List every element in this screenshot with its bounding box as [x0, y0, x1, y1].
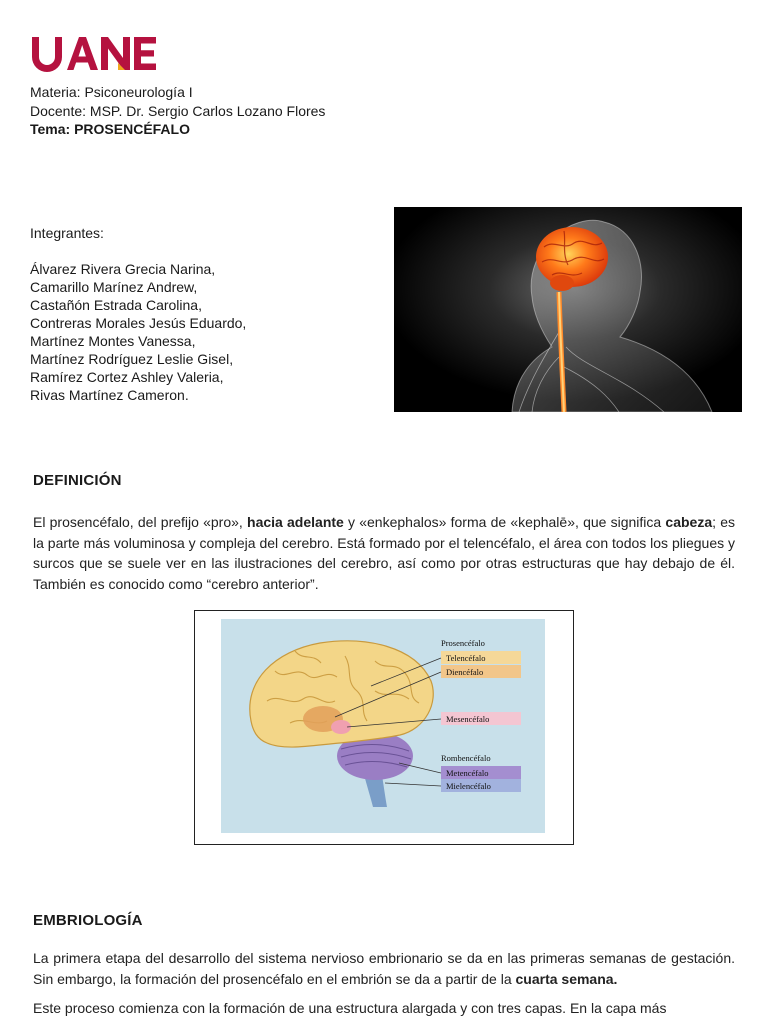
- member-name: Camarillo Marínez Andrew,: [30, 279, 198, 295]
- embriologia-heading: EMBRIOLOGÍA: [33, 912, 143, 929]
- text-run: La primera etapa del desarrollo del sistema nervioso embrionario se da en las primeras semanas de gestación. Sin embargo, la formación del prosencéfalo en el embrión se da a partir de la: [33, 950, 735, 987]
- text-run: y «enkephalos» forma de «kephalē», que significa: [343, 514, 666, 530]
- brain-illustration-image: [394, 207, 742, 412]
- document-header: [30, 83, 325, 139]
- bold-text: cuarta semana.: [515, 970, 618, 987]
- embriologia-paragraph-2: Este proceso comienza con la formación de una estructura alargada y con tres capas. En la capa más: [33, 1000, 667, 1016]
- materia-line: Materia: Psiconeurología I: [30, 84, 193, 100]
- label-telencefalo: Telencéfalo: [446, 653, 486, 663]
- members-list: [30, 224, 246, 404]
- bold-text: hacia adelante: [247, 514, 344, 530]
- tema-line: Tema: PROSENCÉFALO: [30, 121, 190, 137]
- brain-divisions-figure: [194, 610, 574, 845]
- text-run: El prosencéfalo, del prefijo «pro»,: [33, 514, 248, 530]
- docente-line: Docente: MSP. Dr. Sergio Carlos Lozano Flores: [30, 102, 326, 119]
- member-name: Castañón Estrada Carolina,: [30, 297, 202, 313]
- member-name: Álvarez Rivera Grecia Narina,: [30, 261, 216, 277]
- bold-text: cabeza: [665, 514, 713, 530]
- label-diencefalo: Diencéfalo: [446, 667, 484, 677]
- label-mielencefalo: Mielencéfalo: [446, 781, 491, 791]
- uane-logo: [30, 33, 160, 73]
- member-name: Martínez Rodríguez Leslie Gisel,: [30, 351, 234, 367]
- members-label: Integrantes:: [30, 225, 104, 241]
- label-prosencefalo: Prosencéfalo: [441, 638, 485, 648]
- text-run: ; es la parte más voluminosa y compleja del cerebro. Está formado por el telencéfalo, el área con todos los pliegues y surcos que se suele ver en las ilustraciones del cerebro, así como por otras estructuras que hay debajo de él. También es conocido como “cerebro anterior”.: [33, 514, 735, 592]
- label-rombencefalo: Rombencéfalo: [441, 753, 491, 763]
- label-metencefalo: Metencéfalo: [446, 768, 489, 778]
- definicion-paragraph: [33, 512, 735, 594]
- member-name: Martínez Montes Vanessa,: [30, 333, 196, 349]
- member-name: Contreras Morales Jesús Eduardo,: [30, 315, 247, 331]
- member-name: Ramírez Cortez Ashley Valeria,: [30, 369, 224, 385]
- definicion-heading: DEFINICIÓN: [33, 472, 122, 489]
- member-name: Rivas Martínez Cameron.: [30, 387, 189, 403]
- label-mesencefalo: Mesencéfalo: [446, 714, 490, 724]
- embriologia-paragraph-1: [33, 948, 735, 989]
